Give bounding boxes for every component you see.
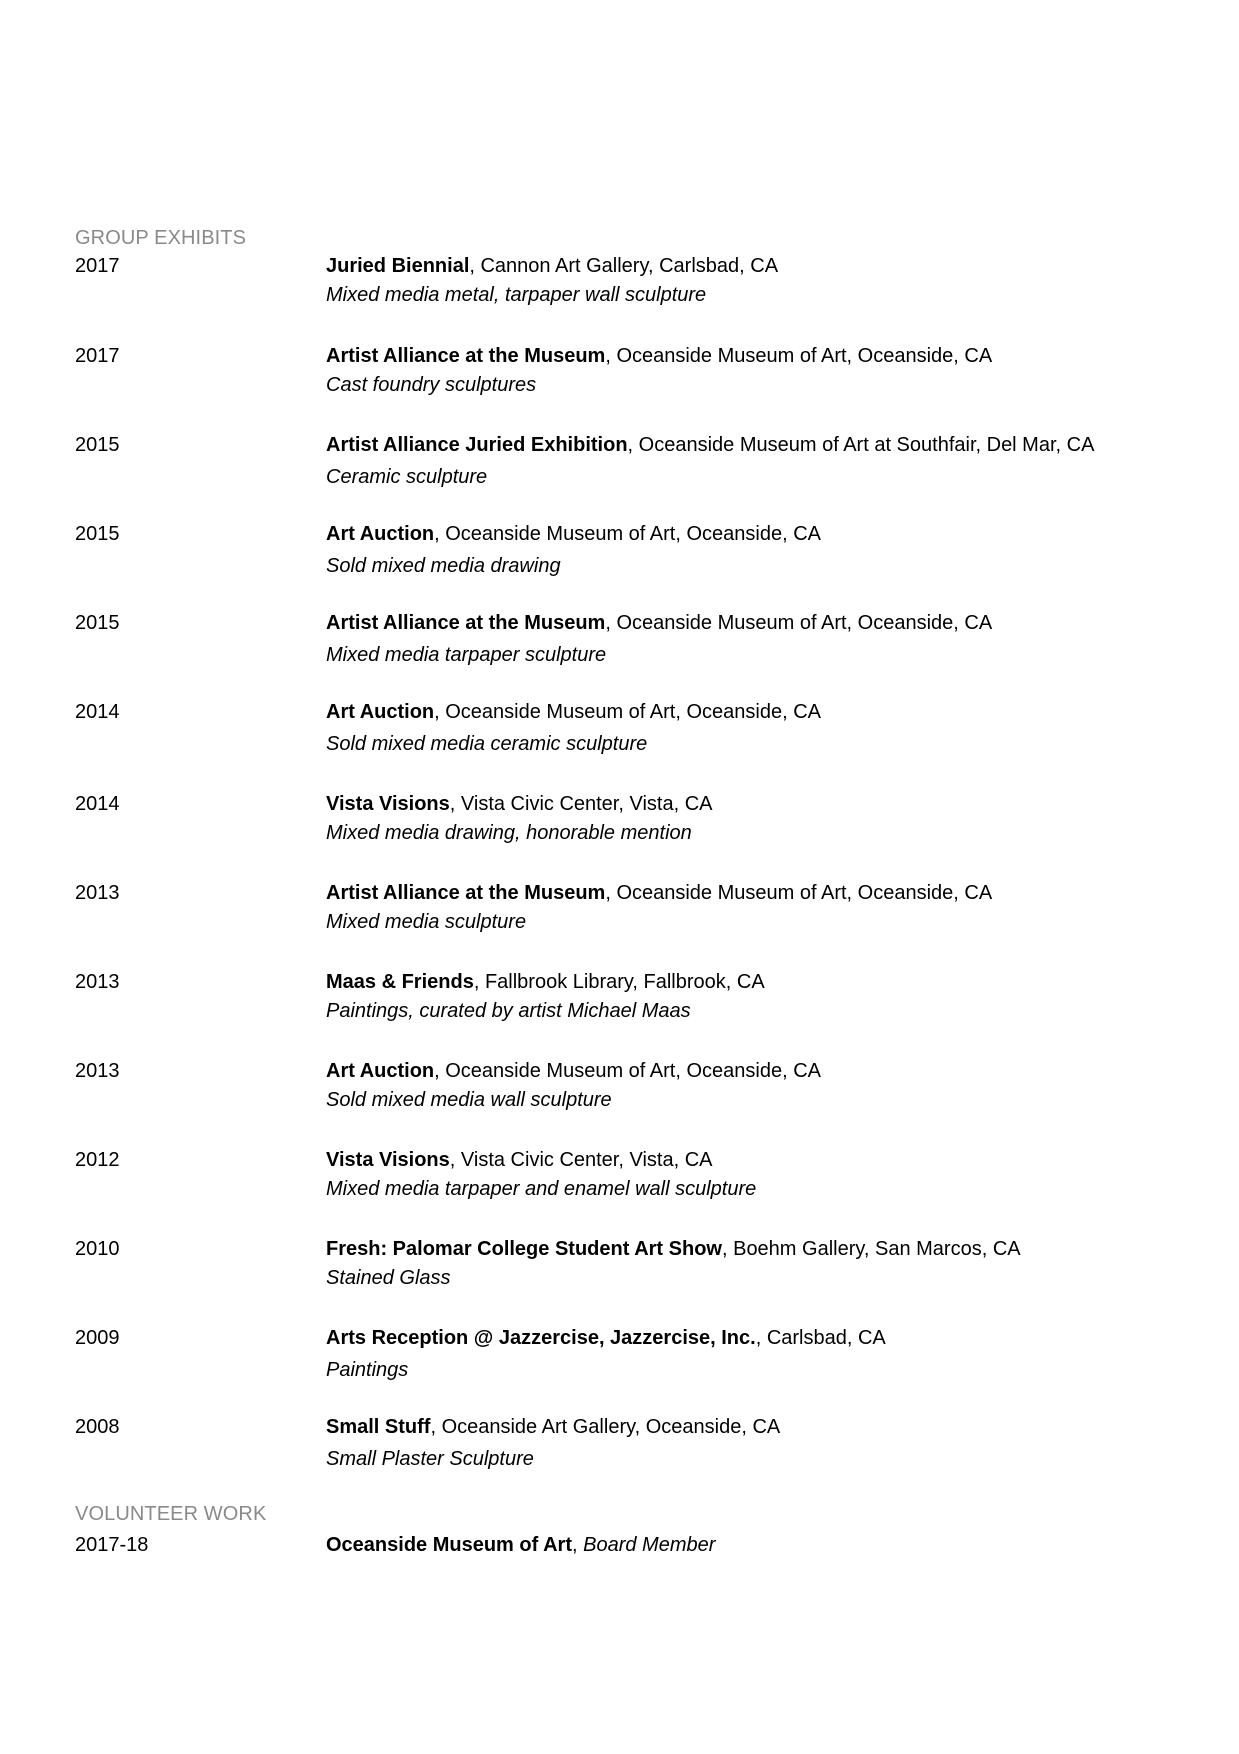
exhibit-year: 2014 [75, 701, 120, 723]
exhibit-detail [326, 881, 1206, 934]
exhibit-title: Artist Alliance at the Museum [326, 612, 606, 634]
exhibit-venue: , Vista Civic Center, Vista, CA [449, 1149, 713, 1171]
volunteer-role: Board Member [583, 1534, 716, 1556]
exhibit-venue: , Oceanside Museum of Art, Oceanside, CA [605, 882, 993, 904]
exhibit-venue: , Fallbrook Library, Fallbrook, CA [473, 971, 765, 993]
exhibit-detail [326, 1059, 1206, 1112]
exhibit-description: Mixed media sculpture [326, 911, 527, 933]
exhibit-year: 2015 [75, 523, 120, 545]
exhibit-venue: , Boehm Gallery, San Marcos, CA [721, 1238, 1021, 1260]
exhibit-title-line [326, 1059, 1206, 1083]
exhibit-description: Paintings [326, 1359, 409, 1381]
exhibit-title: Maas & Friends [326, 971, 474, 993]
exhibit-year: 2013 [75, 971, 120, 993]
exhibit-description: Stained Glass [326, 1267, 451, 1289]
exhibit-description: Mixed media metal, tarpaper wall sculpture [326, 284, 707, 306]
exhibit-detail [326, 254, 1206, 307]
volunteer-year: 2017-18 [75, 1534, 149, 1556]
exhibit-year: 2017 [75, 345, 120, 367]
exhibit-detail [326, 611, 1206, 667]
exhibit-detail [326, 970, 1206, 1023]
exhibit-description: Sold mixed media ceramic sculpture [326, 733, 648, 755]
exhibit-title-line [326, 1148, 1206, 1172]
exhibit-venue: , Oceanside Museum of Art, Oceanside, CA [605, 345, 993, 367]
exhibit-detail [326, 1326, 1206, 1382]
exhibit-title: Vista Visions [326, 1149, 450, 1171]
exhibit-title: Art Auction [326, 523, 435, 545]
volunteer-organization: Oceanside Museum of Art [326, 1534, 572, 1556]
exhibit-description: Mixed media drawing, honorable mention [326, 822, 692, 844]
exhibit-detail [326, 1237, 1206, 1290]
volunteer-line [326, 1533, 1206, 1557]
exhibit-year: 2013 [75, 882, 120, 904]
exhibit-title: Artist Alliance at the Museum [326, 345, 606, 367]
volunteer-detail [326, 1533, 1206, 1557]
volunteer-separator: , [571, 1534, 584, 1556]
exhibit-description: Mixed media tarpaper and enamel wall sculpture [326, 1178, 757, 1200]
exhibit-title-line [326, 1415, 1206, 1439]
exhibit-title: Artist Alliance Juried Exhibition [326, 434, 628, 456]
exhibit-venue: , Oceanside Museum of Art, Oceanside, CA [605, 612, 993, 634]
exhibit-venue: , Carlsbad, CA [755, 1327, 886, 1349]
exhibit-title-line [326, 700, 1206, 724]
exhibit-description: Cast foundry sculptures [326, 374, 537, 396]
exhibit-description: Sold mixed media drawing [326, 555, 561, 577]
exhibit-title: Art Auction [326, 701, 435, 723]
exhibit-venue: , Oceanside Art Gallery, Oceanside, CA [430, 1416, 781, 1438]
exhibit-year: 2017 [75, 255, 120, 277]
exhibit-detail [326, 1148, 1206, 1201]
exhibit-year: 2015 [75, 612, 120, 634]
exhibit-detail [326, 792, 1206, 845]
exhibit-title-line [326, 254, 1206, 278]
exhibit-year: 2012 [75, 1149, 120, 1171]
exhibit-year: 2010 [75, 1238, 120, 1260]
exhibit-title-line [326, 1326, 1206, 1350]
group-exhibits-heading: GROUP EXHIBITS [75, 227, 247, 249]
exhibit-detail [326, 433, 1206, 489]
exhibit-title: Arts Reception @ Jazzercise, Jazzercise, Inc. [326, 1327, 756, 1349]
exhibit-description: Sold mixed media wall sculpture [326, 1089, 612, 1111]
exhibit-detail [326, 700, 1206, 756]
exhibit-title-line [326, 792, 1206, 816]
exhibit-venue: , Vista Civic Center, Vista, CA [449, 793, 713, 815]
exhibit-venue: , Oceanside Museum of Art at Southfair, Del Mar, CA [627, 434, 1095, 456]
exhibit-title-line [326, 970, 1206, 994]
exhibit-year: 2008 [75, 1416, 120, 1438]
exhibit-venue: , Oceanside Museum of Art, Oceanside, CA [434, 1060, 821, 1082]
exhibit-detail [326, 1415, 1206, 1471]
exhibit-title-line [326, 1237, 1206, 1261]
exhibit-title-line [326, 611, 1206, 635]
volunteer-work-heading: VOLUNTEER WORK [75, 1503, 267, 1525]
exhibit-title: Juried Biennial [326, 255, 470, 277]
exhibit-title-line [326, 433, 1206, 457]
exhibit-title-line [326, 522, 1206, 546]
exhibit-description: Paintings, curated by artist Michael Maas [326, 1000, 691, 1022]
exhibit-description: Ceramic sculpture [326, 466, 488, 488]
exhibit-description: Small Plaster Sculpture [326, 1448, 534, 1470]
exhibit-year: 2014 [75, 793, 120, 815]
exhibit-detail [326, 522, 1206, 578]
exhibit-year: 2013 [75, 1060, 120, 1082]
exhibit-title-line [326, 881, 1206, 905]
exhibit-venue: , Cannon Art Gallery, Carlsbad, CA [469, 255, 779, 277]
exhibit-title: Vista Visions [326, 793, 450, 815]
exhibit-detail [326, 344, 1206, 397]
exhibit-title: Small Stuff [326, 1416, 431, 1438]
exhibit-venue: , Oceanside Museum of Art, Oceanside, CA [434, 701, 821, 723]
exhibit-title: Fresh: Palomar College Student Art Show [326, 1238, 722, 1260]
exhibit-year: 2015 [75, 434, 120, 456]
exhibit-title: Artist Alliance at the Museum [326, 882, 606, 904]
exhibit-description: Mixed media tarpaper sculpture [326, 644, 607, 666]
exhibit-venue: , Oceanside Museum of Art, Oceanside, CA [434, 523, 821, 545]
exhibit-title-line [326, 344, 1206, 368]
exhibit-year: 2009 [75, 1327, 120, 1349]
exhibit-title: Art Auction [326, 1060, 435, 1082]
